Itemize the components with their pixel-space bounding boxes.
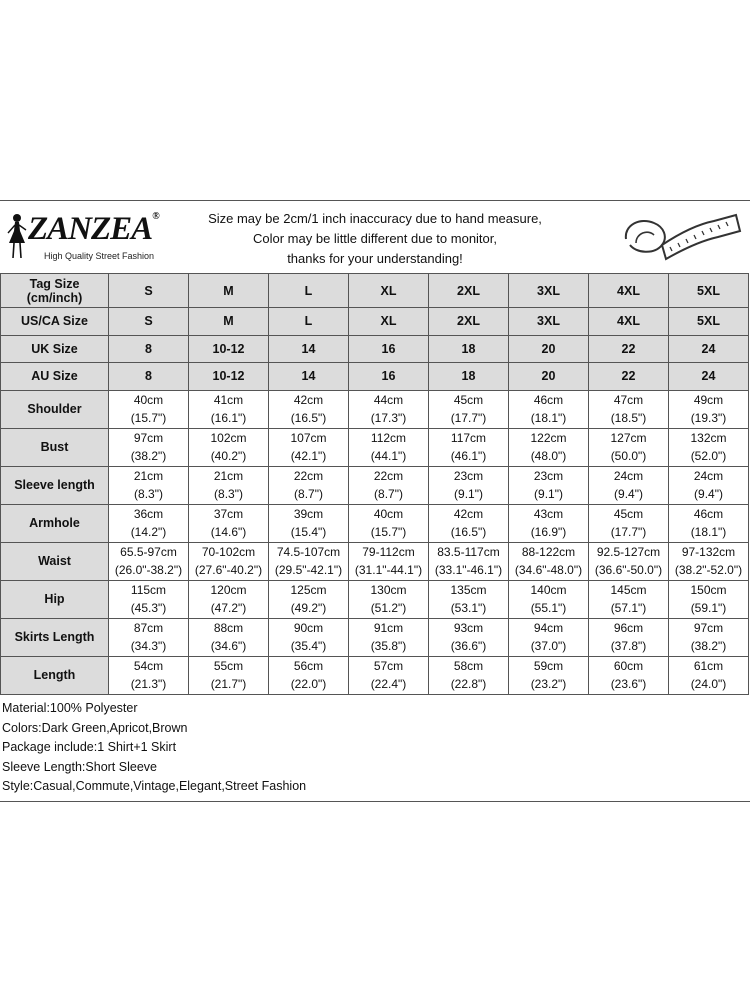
inch-value: (15.4") [290, 525, 327, 539]
inch-value: (18.1") [690, 525, 727, 539]
inch-value: (14.2") [130, 525, 167, 539]
measure-cell [509, 504, 589, 542]
woman-silhouette-icon [6, 213, 28, 259]
cm-value: 88-122cm [521, 545, 576, 559]
measure-cell [589, 466, 669, 504]
notice-line: Size may be 2cm/1 inch inaccuracy due to hand measure, [208, 211, 542, 226]
inch-value: (21.3") [130, 677, 167, 691]
inch-value: (36.6"-50.0") [594, 563, 663, 577]
row-header: Bust [1, 428, 109, 466]
measure-row [1, 504, 749, 542]
cm-value: 21cm [213, 469, 244, 483]
measure-cell [269, 466, 349, 504]
row-header: Armhole [1, 504, 109, 542]
measure-cell [269, 504, 349, 542]
size-cell: 5XL [669, 308, 749, 336]
cm-value: 39cm [293, 507, 324, 521]
inch-value: (31.1"-44.1") [354, 563, 423, 577]
measure-cell [349, 580, 429, 618]
size-cell: 2XL [429, 274, 509, 308]
measure-cell [509, 466, 589, 504]
measure-cell [589, 580, 669, 618]
inch-value: (46.1") [450, 449, 487, 463]
inch-value: (24.0") [690, 677, 727, 691]
size-row [1, 308, 749, 336]
inch-value: (23.2") [530, 677, 567, 691]
cm-value: 94cm [533, 621, 564, 635]
measure-cell [189, 466, 269, 504]
measure-cell [349, 466, 429, 504]
cm-value: 60cm [613, 659, 644, 673]
cm-value: 117cm [450, 431, 487, 445]
size-cell: S [109, 308, 189, 336]
inch-value: (27.6"-40.2") [194, 563, 263, 577]
size-cell: 24 [669, 335, 749, 363]
measure-cell [109, 466, 189, 504]
cm-value: 92.5-127cm [596, 545, 661, 559]
inch-value: (16.1") [210, 411, 247, 425]
measure-cell [189, 428, 269, 466]
cm-value: 22cm [293, 469, 324, 483]
row-header: Shoulder [1, 390, 109, 428]
measure-cell [109, 656, 189, 694]
measure-cell [669, 542, 749, 580]
inch-value: (22.8") [450, 677, 487, 691]
measure-cell [349, 390, 429, 428]
measure-cell [189, 504, 269, 542]
size-cell: L [269, 308, 349, 336]
cm-value: 59cm [533, 659, 564, 673]
cm-value: 90cm [293, 621, 324, 635]
measure-cell [269, 390, 349, 428]
cm-value: 91cm [373, 621, 404, 635]
measure-cell [269, 428, 349, 466]
cm-value: 57cm [373, 659, 404, 673]
size-cell: 4XL [589, 308, 669, 336]
cm-value: 87cm [133, 621, 164, 635]
inch-value: (37.0") [530, 639, 567, 653]
inch-value: (8.3") [214, 487, 243, 501]
size-cell: S [109, 274, 189, 308]
cm-value: 41cm [213, 393, 244, 407]
detail-style: Style:Casual,Commute,Vintage,Elegant,Street Fashion [2, 779, 307, 793]
measure-row [1, 466, 749, 504]
inch-value: (17.3") [370, 411, 407, 425]
size-cell: 18 [429, 335, 509, 363]
size-cell: M [189, 274, 269, 308]
cm-value: 93cm [453, 621, 484, 635]
cm-value: 23cm [533, 469, 564, 483]
inch-value: (29.5"-42.1") [274, 563, 343, 577]
measure-cell [109, 542, 189, 580]
inch-value: (38.2"-52.0") [674, 563, 743, 577]
inch-value: (33.1"-46.1") [434, 563, 503, 577]
measure-cell [589, 542, 669, 580]
inch-value: (48.0") [530, 449, 567, 463]
row-header: UK Size [1, 335, 109, 363]
cm-value: 23cm [453, 469, 484, 483]
row-header: Skirts Length [1, 618, 109, 656]
cm-value: 44cm [373, 393, 404, 407]
inch-value: (42.1") [290, 449, 327, 463]
cm-value: 120cm [210, 583, 247, 597]
cm-value: 49cm [693, 393, 724, 407]
measure-cell [109, 618, 189, 656]
measure-cell [349, 542, 429, 580]
size-cell: 18 [429, 363, 509, 391]
measure-cell [349, 504, 429, 542]
inch-value: (9.4") [614, 487, 643, 501]
inch-value: (44.1") [370, 449, 407, 463]
cm-value: 43cm [533, 507, 564, 521]
measure-cell [669, 580, 749, 618]
measure-cell [429, 390, 509, 428]
measure-cell [669, 618, 749, 656]
brand-name: ZANZEA® [28, 211, 159, 247]
measure-cell [269, 580, 349, 618]
measure-cell [669, 428, 749, 466]
inch-value: (16.5") [450, 525, 487, 539]
inch-value: (34.3") [130, 639, 167, 653]
inch-value: (38.2") [130, 449, 167, 463]
measure-cell [589, 656, 669, 694]
cm-value: 70-102cm [201, 545, 256, 559]
inch-value: (40.2") [210, 449, 247, 463]
measure-cell [509, 656, 589, 694]
detail-sleeve-length: Sleeve Length:Short Sleeve [2, 759, 157, 774]
size-cell: L [269, 274, 349, 308]
row-header: Hip [1, 580, 109, 618]
row-header: Sleeve length [1, 466, 109, 504]
measure-cell [349, 428, 429, 466]
size-cell: 10-12 [189, 363, 269, 391]
cm-value: 88cm [213, 621, 244, 635]
inch-value: (15.7") [370, 525, 407, 539]
inch-value: (50.0") [610, 449, 647, 463]
size-row [1, 274, 749, 308]
cm-value: 46cm [693, 507, 724, 521]
cm-value: 42cm [453, 507, 484, 521]
row-header: AU Size [1, 363, 109, 391]
cm-value: 55cm [213, 659, 244, 673]
inch-value: (16.9") [530, 525, 567, 539]
inch-value: (9.1") [534, 487, 563, 501]
measure-cell [349, 656, 429, 694]
inch-value: (35.4") [290, 639, 327, 653]
detail-package: Package include:1 Shirt+1 Skirt [2, 740, 177, 754]
inch-value: (37.8") [610, 639, 647, 653]
measure-cell [669, 504, 749, 542]
inch-value: (51.2") [370, 601, 407, 615]
cm-value: 24cm [613, 469, 644, 483]
size-cell: 5XL [669, 274, 749, 308]
size-cell: 10-12 [189, 335, 269, 363]
inch-value: (22.4") [370, 677, 407, 691]
size-chart-sheet [0, 200, 750, 802]
brand-tagline: High Quality Street Fashion [44, 251, 155, 261]
measure-cell [429, 618, 509, 656]
cm-value: 127cm [610, 431, 647, 445]
cm-value: 140cm [530, 583, 567, 597]
inch-value: (35.8") [370, 639, 407, 653]
cm-value: 125cm [290, 583, 327, 597]
cm-value: 97-132cm [681, 545, 736, 559]
inch-value: (52.0") [690, 449, 727, 463]
size-cell: 16 [349, 335, 429, 363]
inch-value: (8.7") [294, 487, 323, 501]
row-header: Tag Size (cm/inch) [1, 274, 109, 308]
inch-value: (34.6"-48.0") [514, 563, 583, 577]
size-cell: XL [349, 274, 429, 308]
inch-value: (19.3") [690, 411, 727, 425]
brand-logo [6, 211, 166, 267]
detail-colors: Colors:Dark Green,Apricot,Brown [2, 720, 188, 735]
cm-value: 107cm [290, 431, 327, 445]
measure-cell [509, 580, 589, 618]
measure-cell [429, 466, 509, 504]
measure-cell [109, 428, 189, 466]
size-cell: M [189, 308, 269, 336]
measure-row [1, 618, 749, 656]
chart-header [0, 201, 750, 273]
measure-cell [269, 656, 349, 694]
measure-cell [189, 580, 269, 618]
cm-value: 45cm [453, 393, 484, 407]
cm-value: 37cm [213, 507, 244, 521]
measure-row [1, 542, 749, 580]
inch-value: (59.1") [690, 601, 727, 615]
cm-value: 54cm [133, 659, 164, 673]
measure-cell [429, 428, 509, 466]
cm-value: 56cm [293, 659, 324, 673]
measure-cell [669, 656, 749, 694]
cm-value: 135cm [450, 583, 487, 597]
size-cell: 4XL [589, 274, 669, 308]
size-cell: 20 [509, 335, 589, 363]
cm-value: 21cm [133, 469, 164, 483]
cm-value: 97cm [133, 431, 164, 445]
inch-value: (18.1") [530, 411, 567, 425]
notice-line: thanks for your understanding! [287, 251, 463, 266]
measure-row [1, 428, 749, 466]
cm-value: 96cm [613, 621, 644, 635]
size-cell: 16 [349, 363, 429, 391]
size-cell: XL [349, 308, 429, 336]
inch-value: (53.1") [450, 601, 487, 615]
inch-value: (15.7") [130, 411, 167, 425]
measurement-notice [190, 209, 560, 269]
inch-value: (14.6") [210, 525, 247, 539]
measure-cell [509, 428, 589, 466]
cm-value: 42cm [293, 393, 324, 407]
measure-cell [189, 618, 269, 656]
detail-material: Material:100% Polyester [2, 701, 138, 715]
inch-value: (45.3") [130, 601, 167, 615]
size-cell: 22 [589, 335, 669, 363]
size-row [1, 335, 749, 363]
size-cell: 24 [669, 363, 749, 391]
measure-cell [669, 466, 749, 504]
measure-cell [109, 504, 189, 542]
size-cell: 3XL [509, 308, 589, 336]
cm-value: 47cm [613, 393, 644, 407]
measuring-tape-icon [614, 207, 744, 267]
cm-value: 46cm [533, 393, 564, 407]
inch-value: (8.7") [374, 487, 403, 501]
inch-value: (22.0") [290, 677, 327, 691]
size-cell: 14 [269, 335, 349, 363]
measure-cell [109, 580, 189, 618]
measure-cell [589, 428, 669, 466]
inch-value: (23.6") [610, 677, 647, 691]
inch-value: (8.3") [134, 487, 163, 501]
size-cell: 8 [109, 363, 189, 391]
row-header: Waist [1, 542, 109, 580]
inch-value: (16.5") [290, 411, 327, 425]
row-header: US/CA Size [1, 308, 109, 336]
cm-value: 22cm [373, 469, 404, 483]
size-cell: 22 [589, 363, 669, 391]
measure-cell [429, 542, 509, 580]
cm-value: 97cm [693, 621, 724, 635]
inch-value: (49.2") [290, 601, 327, 615]
measure-cell [669, 390, 749, 428]
cm-value: 65.5-97cm [120, 545, 177, 559]
measure-row [1, 580, 749, 618]
measure-cell [509, 542, 589, 580]
size-cell: 14 [269, 363, 349, 391]
size-table [0, 273, 749, 695]
size-cell: 8 [109, 335, 189, 363]
cm-value: 79-112cm [362, 545, 415, 559]
measure-cell [269, 618, 349, 656]
cm-value: 102cm [210, 431, 247, 445]
measure-cell [349, 618, 429, 656]
cm-value: 112cm [370, 431, 407, 445]
measure-cell [589, 390, 669, 428]
cm-value: 36cm [133, 507, 164, 521]
cm-value: 115cm [130, 583, 167, 597]
inch-value: (9.4") [694, 487, 723, 501]
inch-value: (21.7") [210, 677, 247, 691]
measure-cell [189, 656, 269, 694]
size-row [1, 363, 749, 391]
cm-value: 74.5-107cm [276, 545, 341, 559]
row-header: Length [1, 656, 109, 694]
cm-value: 83.5-117cm [437, 545, 500, 559]
measure-cell [589, 618, 669, 656]
cm-value: 40cm [373, 507, 404, 521]
inch-value: (26.0"-38.2") [114, 563, 183, 577]
measure-row [1, 390, 749, 428]
inch-value: (36.6") [450, 639, 487, 653]
measure-cell [109, 390, 189, 428]
size-cell: 3XL [509, 274, 589, 308]
measure-cell [429, 656, 509, 694]
cm-value: 145cm [610, 583, 647, 597]
measure-cell [429, 504, 509, 542]
cm-value: 132cm [690, 431, 727, 445]
inch-value: (34.6") [210, 639, 247, 653]
cm-value: 122cm [530, 431, 567, 445]
inch-value: (18.5") [610, 411, 647, 425]
measure-cell [429, 580, 509, 618]
inch-value: (38.2") [690, 639, 727, 653]
cm-value: 24cm [693, 469, 724, 483]
notice-line: Color may be little different due to monitor, [253, 231, 497, 246]
inch-value: (47.2") [210, 601, 247, 615]
inch-value: (57.1") [610, 601, 647, 615]
measure-cell [509, 618, 589, 656]
measure-cell [189, 542, 269, 580]
cm-value: 45cm [613, 507, 644, 521]
cm-value: 61cm [693, 659, 724, 673]
inch-value: (9.1") [454, 487, 483, 501]
inch-value: (55.1") [530, 601, 567, 615]
cm-value: 58cm [453, 659, 484, 673]
inch-value: (17.7") [610, 525, 647, 539]
cm-value: 130cm [370, 583, 407, 597]
product-details [2, 699, 742, 797]
size-cell: 20 [509, 363, 589, 391]
size-cell: 2XL [429, 308, 509, 336]
measure-cell [189, 390, 269, 428]
measure-cell [589, 504, 669, 542]
measure-cell [509, 390, 589, 428]
measure-cell [269, 542, 349, 580]
inch-value: (17.7") [450, 411, 487, 425]
cm-value: 150cm [690, 583, 727, 597]
cm-value: 40cm [133, 393, 164, 407]
measure-row [1, 656, 749, 694]
